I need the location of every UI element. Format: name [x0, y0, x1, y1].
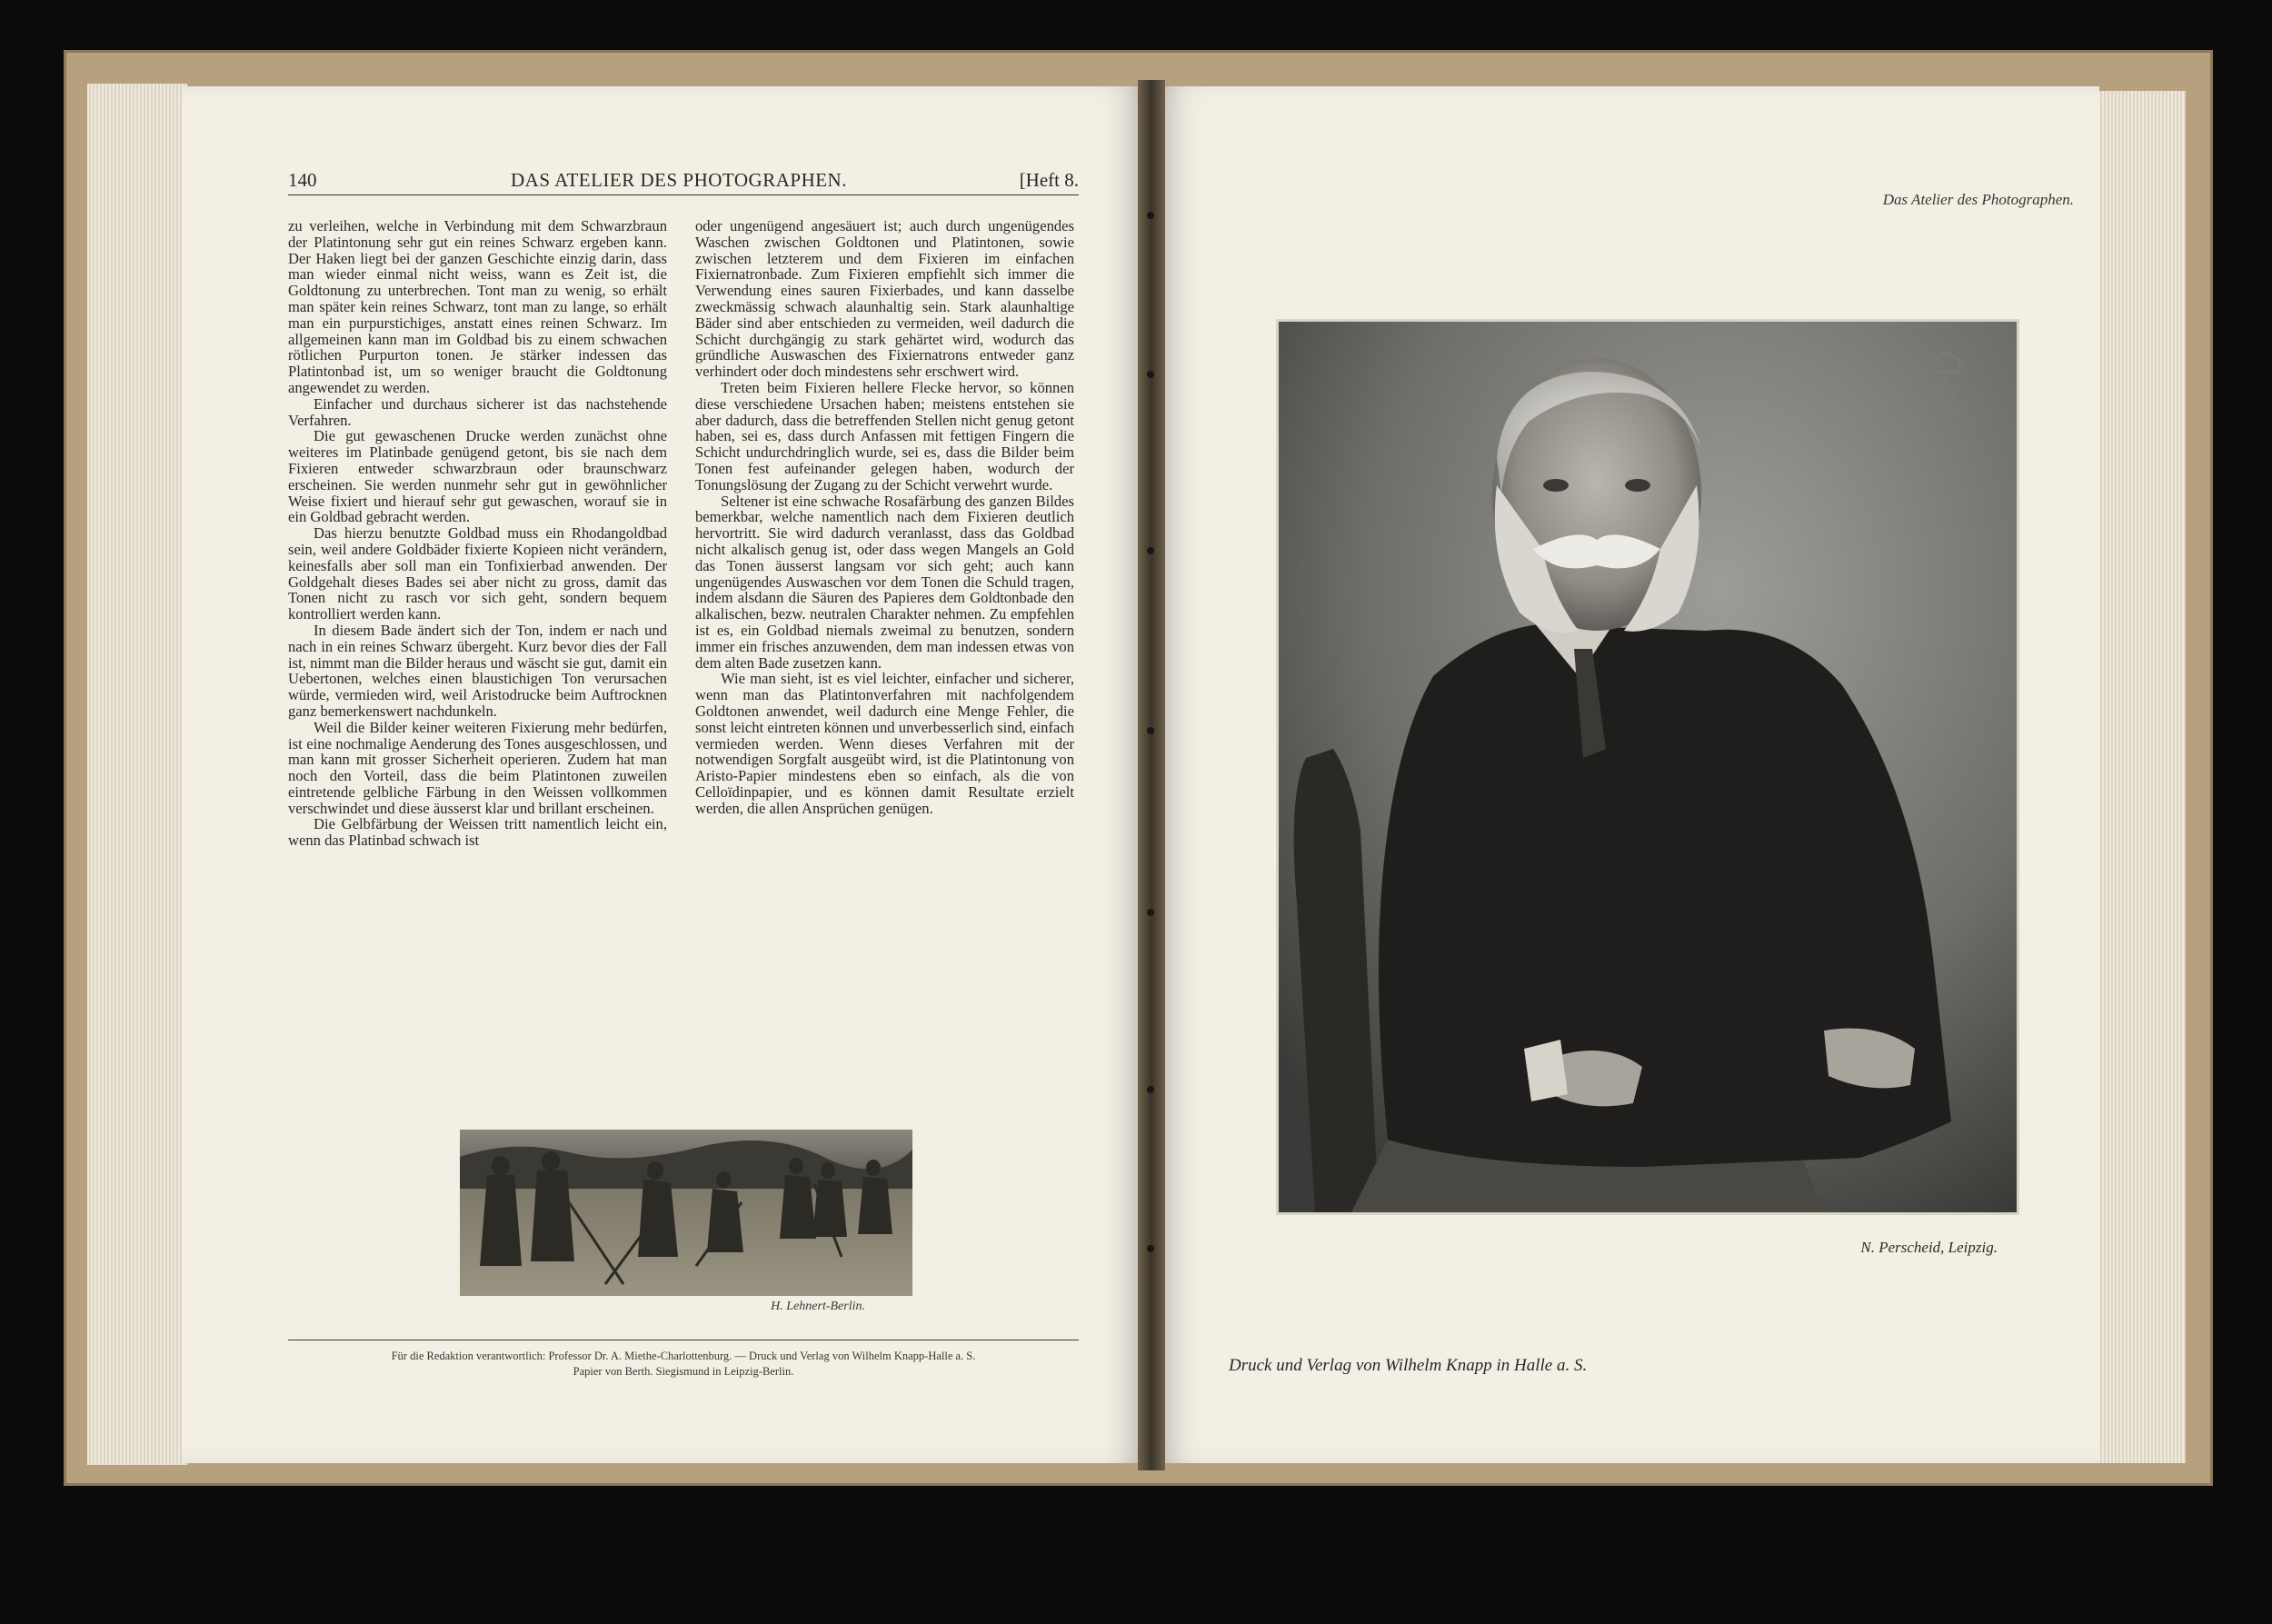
paragraph: Einfacher und durchaus sicherer ist das nachstehende Verfahren.: [288, 394, 667, 429]
binding-stitch: [1147, 1086, 1154, 1093]
plate-title: Das Atelier des Photographen.: [1882, 191, 2074, 208]
page-edges-left: [87, 84, 187, 1465]
header-rule: [288, 194, 1079, 195]
binding-stitch: [1147, 1245, 1154, 1252]
paragraph: Treten beim Fixieren hellere Flecke hervor, so können diese verschiedene Ursachen haben; meistens entstehen sie aber dadurch, dass die betreffenden Stellen nicht genug getont haben, sei es, dass durch Anfassen mit fettigen Fingern die Schicht undurchdringlich wurde, sei es, dass die Bilder beim Tonen fest aufeinander gelegen haben, wodurch der Tonungslösung der Zugang zu der Schicht verwehrt wurde.: [695, 378, 1074, 493]
binding-stitch: [1147, 909, 1154, 916]
binding-stitch: [1147, 371, 1154, 378]
field-workers-photo: [460, 1130, 912, 1296]
paragraph: In diesem Bade ändert sich der Ton, indem er nach und nach in ein reines Schwarz übergeht. Kurz bevor dies der Fall ist, nimmt man die Bilder heraus und wäscht sie gut, damit ein Uebertonen, welches einen blaustichigen Ton verursachen würde, vermieden wird, weil Aristodrucke beim Auftrocknen ganz bemerkenswert nachdunkeln.: [288, 621, 667, 720]
book-gutter: [1138, 80, 1165, 1470]
paragraph: Die gut gewaschenen Drucke werden zunächst ohne weiteres im Platinbade genügend getont, bis sie nach dem Fixieren entweder schwarzbraun oder braunschwarz erscheinen. Sie werden nunmehr sehr gut in gewöhnlicher Weise fixiert und hierauf sehr gut gewaschen, worauf sie in ein Goldbad gebracht werden.: [288, 427, 667, 526]
paragraph: zu verleihen, welche in Verbindung mit dem Schwarzbraun der Platintonung sehr gut ein reines Schwarz ergeben kann. Der Haken liegt bei der ganzen Geschichte einzig darin, dass man wieder einmal nicht weiss, wann es Zeit ist, die Goldtonung zu unterbrechen. Tont man zu wenig, so erhält man später kein reines Schwarz, tont man zu lange, so erhält man ein purpurstichiges, anstatt eines reinen Schwarz. Im allgemeinen kann man im Goldbad bis zu einem schwachen rötlichen Purpurton tonen. Je stärker indessen das Platintonbad ist, um so weniger braucht die Goldtonung angewendet zu werden.: [288, 217, 667, 396]
paragraph: Seltener ist eine schwache Rosafärbung des ganzen Bildes bemerkbar, welche namentlich nach dem Fixieren deutlich hervortritt. Sie wird dadurch veranlasst, dass das Goldbad nicht alkalisch genug ist, oder dass wegen Mangels an Gold das Tonen äusserst langsam vor sich geht; auch kann ungenügendes Auswaschen vor dem Tonen die Schuld tragen, indem alsdann die Säuren des Papieres dem Goldtonbade den alkalischen, bezw. neutralen Charakter nehmen. Zu empfehlen ist es, ein Goldbad niemals zweimal zu benutzen, sondern immer ein frisches anzuwenden, dem man indessen etwas von dem alten Bade zusetzen kann.: [695, 492, 1074, 672]
publisher-line: Druck und Verlag von Wilhelm Knapp in Halle a. S.: [1229, 1356, 1588, 1375]
issue-number: [Heft 8.: [1019, 169, 1079, 191]
running-head: [288, 169, 1079, 193]
paragraph: Das hierzu benutzte Goldbad muss ein Rhodangoldbad sein, weil andere Goldbäder fixierte Kopieen nicht verändern, keinesfalls aber soll man ein Tonfixierbad anwenden. Der Goldgehalt dieses Bades sei aber nicht zu gross, damit das Tonen nicht zu rasch vor sich geht, sondern bequem kontrolliert werden kann.: [288, 524, 667, 623]
figure-caption: H. Lehnert-Berlin.: [771, 1300, 865, 1313]
paragraph: Wie man sieht, ist es viel leichter, einfacher und sicherer, wenn man das Platintonverfahren mit nachfolgendem Goldtonen anwendet, weil dadurch eine Menge Fehler, die sonst leicht eintreten können und unverbesserlich sind, einfach vermieden werden. Wenn dieses Verfahren mit der notwendigen Sorgfalt ausgeübt wird, ist die Platintonung von Aristo-Papier mindestens eben so einfach, als die von Celloïdinpapier, und es können damit Resultate erzielt werden, die allen Ansprüchen genügen.: [695, 670, 1074, 817]
imprint: [288, 1349, 1079, 1380]
paragraph: Weil die Bilder keiner weiteren Fixierung mehr bedürfen, ist eine nochmalige Aenderung des Tones ausgeschlossen, und man kann mit grosser Sicherheit operieren. Zudem hat man noch den Vorteil, dass die beim Platintonen zuweilen eintretende gelbliche Färbung in den Weissen vollkommen verschwindet und diese äusserst klar und brillant erscheinen.: [288, 718, 667, 817]
page-edges-right: [2095, 91, 2186, 1463]
imprint-line: Für die Redaktion verantwortlich: Professor Dr. A. Miethe-Charlottenburg. — Druck und Verlag von Wilhelm Knapp-Halle a. S.: [391, 1350, 976, 1362]
imprint-line: Papier von Berth. Siegismund in Leipzig-Berlin.: [573, 1365, 794, 1378]
paragraph: Die Gelbfärbung der Weissen tritt namentlich leicht ein, wenn das Platinbad schwach ist: [288, 815, 667, 850]
portrait-photo: [1279, 322, 2017, 1212]
running-title: DAS ATELIER DES PHOTOGRAPHEN.: [511, 169, 847, 191]
text-column-left: [288, 218, 667, 849]
paragraph: oder ungenügend angesäuert ist; auch durch ungenügendes Waschen zwischen Goldtonen und Platintonen, sowie zwischen letzterem und dem Fixieren im einfachen Fixiernatronbade. Zum Fixieren empfiehlt sich immer die Verwendung eines sauren Fixierbades, und kann dasselbe zweckmässig schwach alaunhaltig sein. Stark alaunhaltige Bäder sind aber entschieden zu vermeiden, weil dadurch die Schicht durchgängig zu stark gehärtet wird, wodurch das gründliche Auswaschen des Fixiernatrons entweder ganz verhindert oder doch mindestens sehr erschwert wird.: [695, 217, 1074, 381]
binding-stitch: [1147, 727, 1154, 734]
binding-stitch: [1147, 212, 1154, 219]
photographer-credit: N. Perscheid, Leipzig.: [1860, 1239, 1998, 1256]
text-column-right: [695, 218, 1074, 816]
binding-stitch: [1147, 547, 1154, 554]
page-number: 140: [288, 169, 317, 191]
